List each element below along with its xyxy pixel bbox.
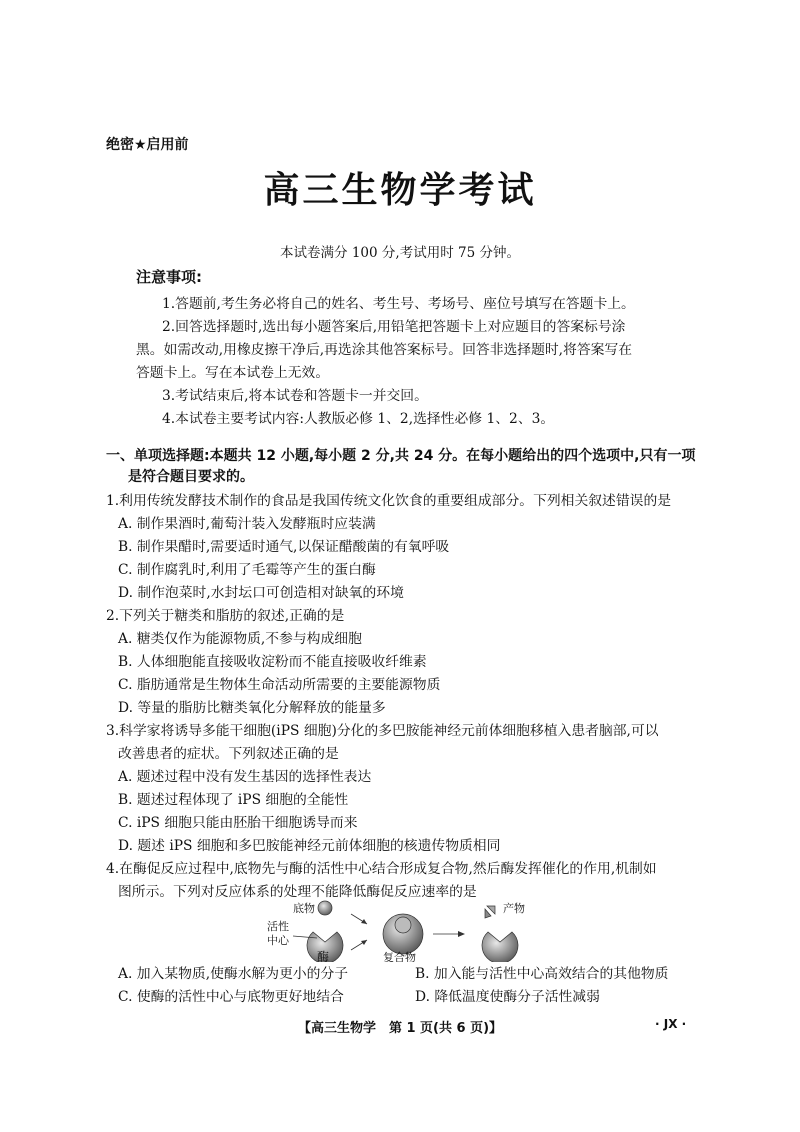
notice-line: 2.回答选择题时,选出每小题答案后,用铅笔把答题卡上对应题目的答案标号涂 <box>162 319 626 335</box>
notice-heading: 注意事项: <box>136 268 202 286</box>
question-stem: 3.科学家将诱导多能干细胞(iPS 细胞)分化的多巴胺能神经元前体细胞移植入患者脑部,可以 <box>106 723 659 739</box>
option-b: B. 题述过程体现了 iPS 细胞的全能性 <box>118 792 349 808</box>
option-d: D. 等量的脂肪比糖类氧化分解释放的能量多 <box>118 700 386 716</box>
substrate-ball <box>318 901 332 915</box>
option-a: A. 糖类仅作为能源物质,不参与构成细胞 <box>118 631 362 647</box>
section-heading: 一、单项选择题:本题共 12 小题,每小题 2 分,共 24 分。在每小题给出的四个选项中,只有一项 <box>106 448 696 464</box>
option-b: B. 人体细胞能直接吸收淀粉而不能直接吸收纤维素 <box>118 654 427 670</box>
enzyme-label: 酶 <box>317 950 330 962</box>
option-a: A. 加入某物质,使酶水解为更小的分子 <box>118 966 349 982</box>
complex-substrate <box>395 917 411 933</box>
footer-code: · JX · <box>655 1017 687 1031</box>
arrowhead <box>361 940 367 945</box>
arrowhead <box>361 919 367 924</box>
option-d: D. 制作泡菜时,水封坛口可创造相对缺氧的环境 <box>118 585 404 601</box>
active-center-label: 活性 <box>267 920 289 933</box>
question-stem: 1.利用传统发酵技术制作的食品是我国传统文化饮食的重要组成部分。下列相关叙述错误的是 <box>106 493 672 509</box>
option-a: A. 题述过程中没有发生基因的选择性表达 <box>118 769 372 785</box>
page-footer: 【高三生物学 第 1 页(共 6 页)】 <box>297 1021 503 1036</box>
exam-title: 高三生物学考试 <box>263 170 537 211</box>
notice-line: 4.本试卷主要考试内容:人教版必修 1、2,选择性必修 1、2、3。 <box>162 411 555 427</box>
enzyme-mechanism-figure <box>255 900 565 962</box>
option-c: C. 制作腐乳时,利用了毛霉等产生的蛋白酶 <box>118 562 376 578</box>
secret-mark: 绝密★启用前 <box>106 137 189 153</box>
notice-line: 答题卡上。写在本试卷上无效。 <box>136 365 330 381</box>
arrowhead <box>458 931 465 937</box>
notice-line: 黑。如需改动,用橡皮擦干净后,再选涂其他答案标号。回答非选择题时,将答案写在 <box>136 342 633 358</box>
option-c: C. 脂肪通常是生物体生命活动所需要的主要能源物质 <box>118 677 441 693</box>
question-stem: 4.在酶促反应过程中,底物先与酶的活性中心结合形成复合物,然后酶发挥催化的作用,机制如 <box>106 861 657 877</box>
option-c: C. iPS 细胞只能由胚胎干细胞诱导而来 <box>118 815 358 831</box>
option-d: D. 题述 iPS 细胞和多巴胺能神经元前体细胞的核遗传物质相同 <box>118 838 501 854</box>
question-stem: 改善患者的症状。下列叙述正确的是 <box>118 746 339 762</box>
exam-subtitle: 本试卷满分 100 分,考试用时 75 分钟。 <box>280 245 520 261</box>
option-c: C. 使酶的活性中心与底物更好地结合 <box>118 989 344 1005</box>
question-stem: 图所示。下列对反应体系的处理不能降低酶促反应速率的是 <box>118 884 477 900</box>
section-heading: 是符合题目要求的。 <box>128 469 254 485</box>
product-label: 产物 <box>503 902 525 915</box>
option-a: A. 制作果酒时,葡萄汁装入发酵瓶时应装满 <box>118 516 376 532</box>
notice-line: 1.答题前,考生务必将自己的姓名、考生号、考场号、座位号填写在答题卡上。 <box>162 296 635 312</box>
option-b: B. 制作果醋时,需要适时通气,以保证醋酸菌的有氧呼吸 <box>118 539 450 555</box>
notice-line: 3.考试结束后,将本试卷和答题卡一并交回。 <box>162 388 428 404</box>
question-stem: 2.下列关于糖类和脂肪的叙述,正确的是 <box>106 608 345 624</box>
option-d: D. 降低温度使酶分子活性减弱 <box>415 989 600 1005</box>
substrate-label: 底物 <box>293 902 315 915</box>
product-piece <box>485 909 491 918</box>
option-b: B. 加入能与活性中心高效结合的其他物质 <box>415 966 669 982</box>
complex-label: 复合物 <box>383 951 416 962</box>
enzyme-shape <box>482 932 518 962</box>
active-center-label: 中心 <box>267 934 289 947</box>
